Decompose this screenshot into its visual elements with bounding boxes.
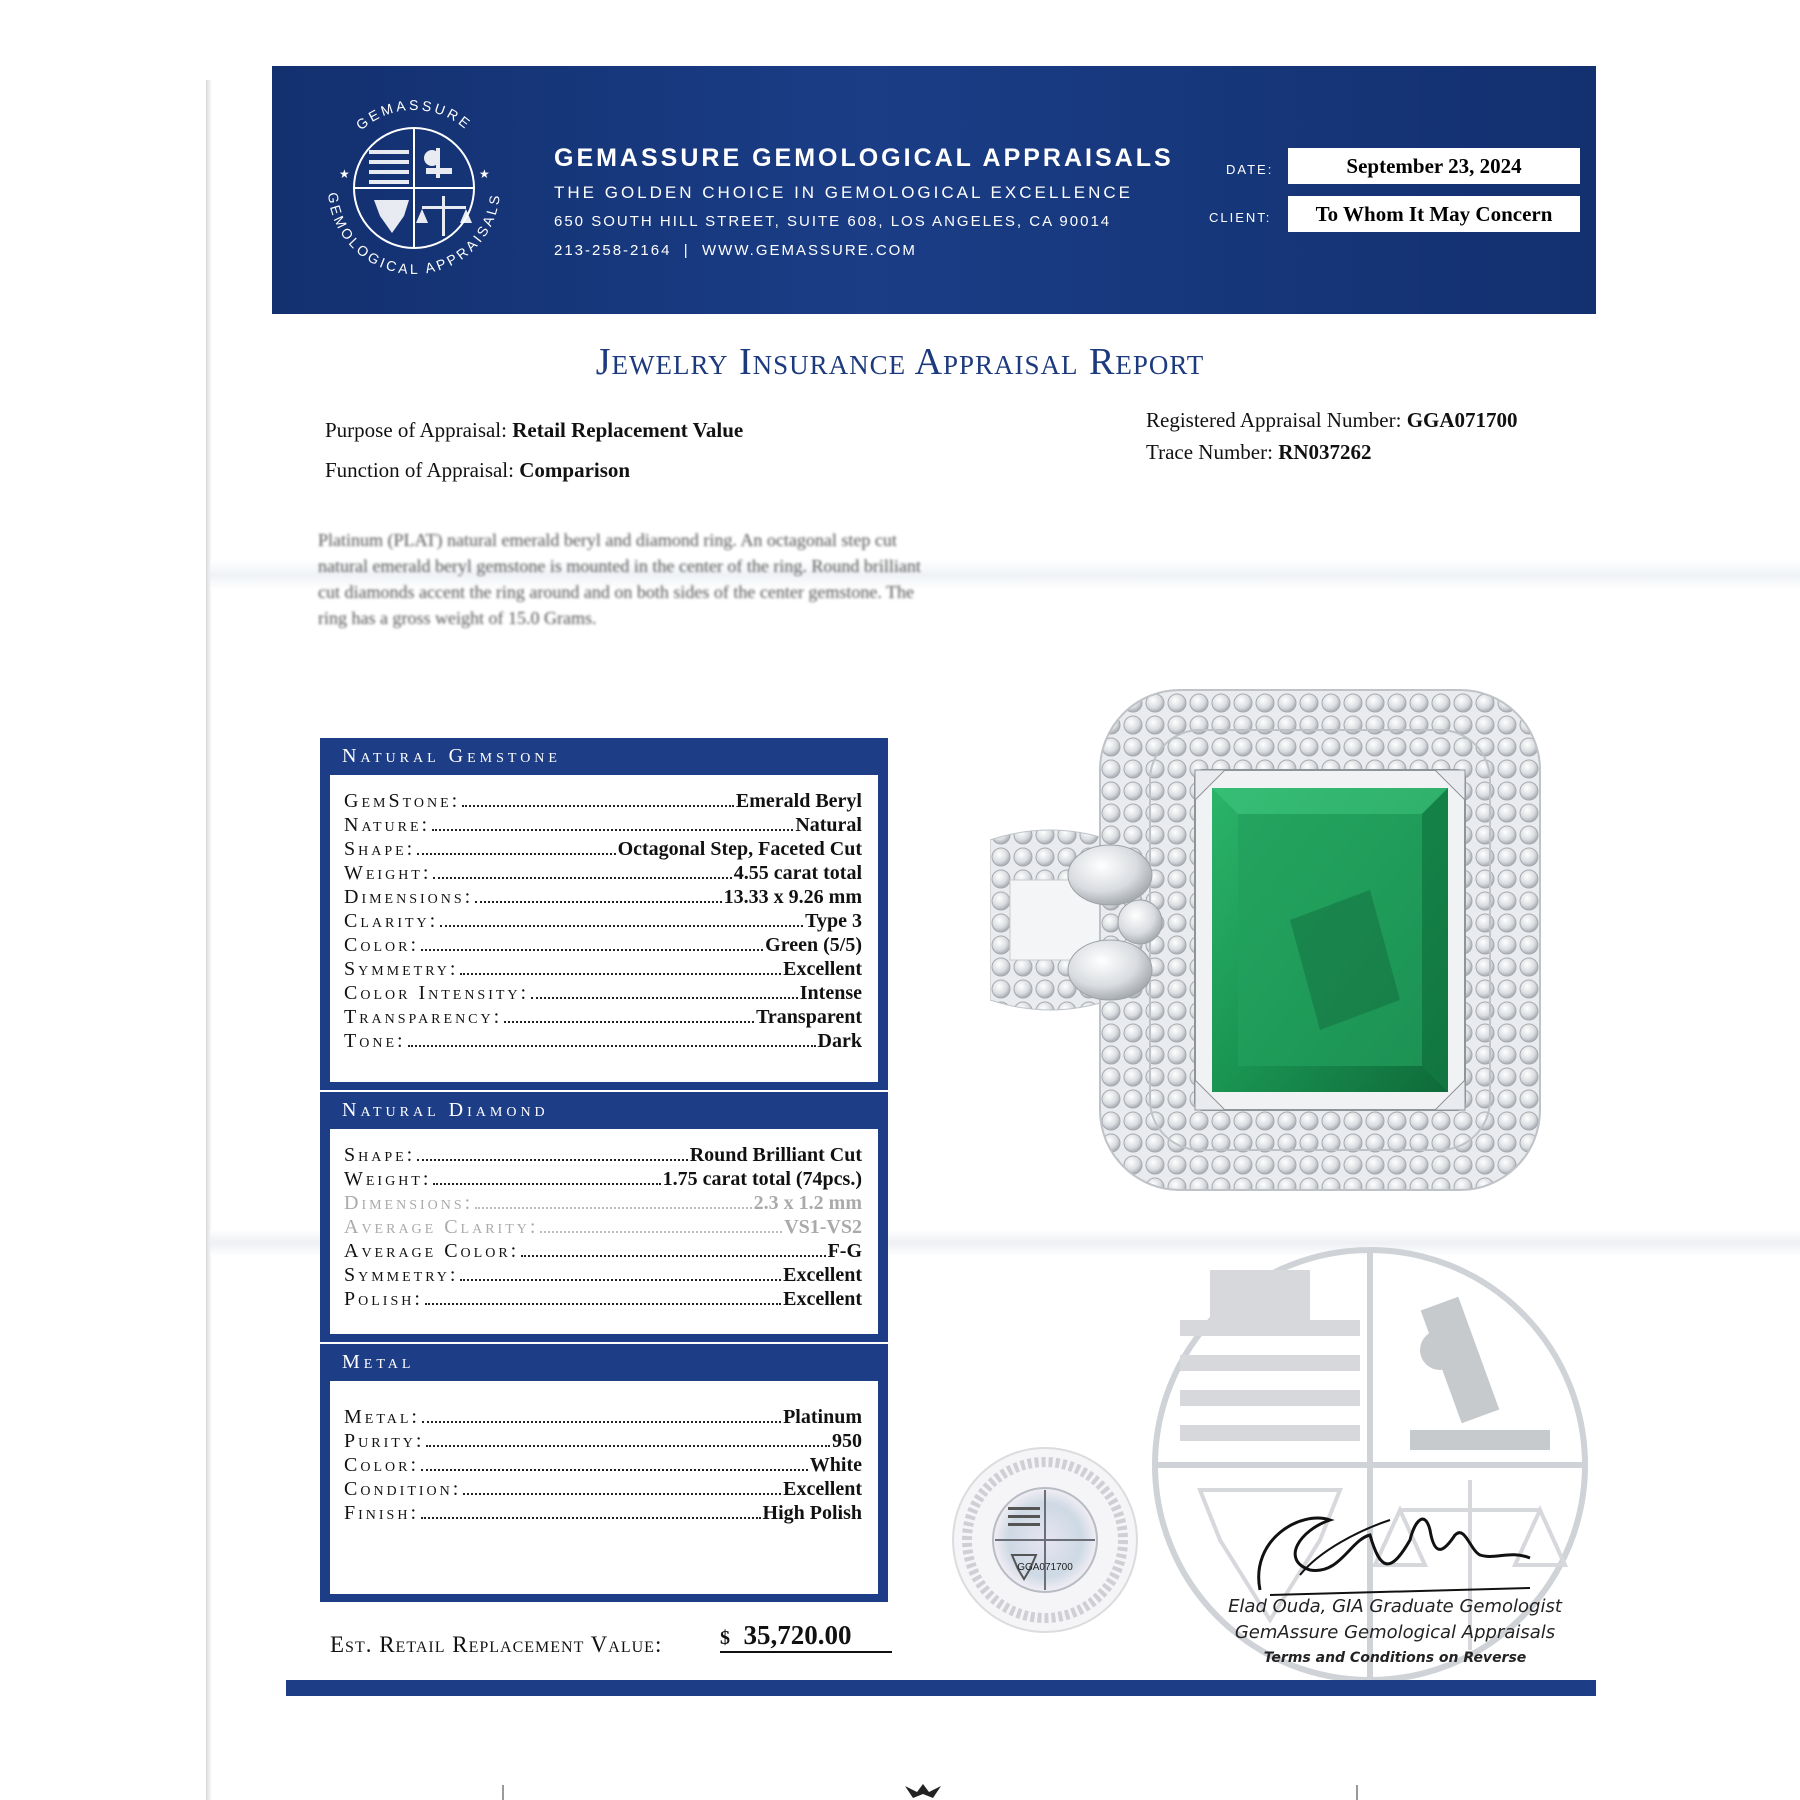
- spec-value: Transparent: [756, 1006, 862, 1028]
- ring-photo: [990, 670, 1550, 1210]
- registered-label: Registered Appraisal Number:: [1146, 408, 1402, 432]
- registered-value: GGA071700: [1406, 408, 1518, 432]
- spec-label: Weight:: [344, 1168, 432, 1190]
- eagle-emblem-icon: [905, 1782, 941, 1800]
- dot-leader: [432, 829, 793, 831]
- client-value: To Whom It May Concern: [1288, 196, 1580, 232]
- spec-value: Dark: [817, 1030, 862, 1052]
- spec-label: Metal:: [344, 1406, 420, 1428]
- svg-text:★: ★: [479, 167, 490, 181]
- report-title: Jewelry Insurance Appraisal Report: [595, 341, 1205, 383]
- spec-row: [344, 1005, 862, 1029]
- dot-leader: [531, 997, 798, 999]
- appraiser-name: Elad Ouda, GIA Graduate Gemologist: [1228, 1596, 1562, 1617]
- dot-leader: [463, 1493, 781, 1495]
- gemstone-panel-title: Natural Gemstone: [342, 745, 561, 767]
- spec-row: [344, 1287, 862, 1311]
- diamond-panel-body: [330, 1129, 878, 1334]
- dot-leader: [417, 1159, 687, 1161]
- spec-label: Nature:: [344, 814, 431, 836]
- dot-leader: [417, 853, 615, 855]
- spec-row: [344, 1429, 862, 1453]
- spec-row: [344, 813, 862, 837]
- spec-row: [344, 885, 862, 909]
- company-tagline: THE GOLDEN CHOICE IN GEMOLOGICAL EXCELLENCE: [554, 183, 1133, 202]
- spec-row: [344, 837, 862, 861]
- seal-text-top: GEMASSURE: [352, 96, 476, 133]
- spec-label: Color:: [344, 1454, 420, 1476]
- spec-label: Symmetry:: [344, 1264, 459, 1286]
- spec-row: [344, 909, 862, 933]
- spec-label: Color Intensity:: [344, 982, 530, 1004]
- spec-label: Finish:: [344, 1502, 420, 1524]
- spec-value: 950: [832, 1430, 862, 1452]
- hologram-number: GGA071700: [1017, 1562, 1073, 1573]
- function-line: [325, 458, 630, 483]
- trace-label: Trace Number:: [1146, 440, 1273, 464]
- company-name: GEMASSURE GEMOLOGICAL APPRAISALS: [554, 144, 1174, 172]
- seal-text-bottom: GEMOLOGICAL APPRAISALS: [324, 191, 504, 278]
- dot-leader: [462, 805, 734, 807]
- trace-line: [1146, 440, 1372, 465]
- company-contact: [554, 242, 1174, 259]
- spec-row: [344, 933, 862, 957]
- company-block: [554, 144, 1174, 259]
- estimate-label: Est. Retail Replacement Value:: [330, 1632, 663, 1657]
- spec-value: Natural: [795, 814, 862, 836]
- page-edge-mark: [1356, 1785, 1358, 1800]
- dot-leader: [540, 1231, 782, 1233]
- spec-label: Shape:: [344, 1144, 416, 1166]
- spec-label: Purity:: [344, 1430, 425, 1452]
- spec-value: Excellent: [783, 1264, 862, 1286]
- spec-row: [344, 1477, 862, 1501]
- spec-label: GemStone:: [344, 790, 461, 812]
- spec-value: 2.3 x 1.2 mm: [753, 1192, 862, 1214]
- metal-panel: [320, 1344, 888, 1602]
- page-edge-mark: [502, 1785, 504, 1800]
- spec-value: Emerald Beryl: [735, 790, 862, 812]
- spec-label: Dimensions:: [344, 1192, 474, 1214]
- dot-leader: [440, 925, 803, 927]
- spec-row: [344, 1405, 862, 1429]
- dot-leader: [421, 1469, 808, 1471]
- spec-label: Weight:: [344, 862, 432, 884]
- diamond-panel-title: Natural Diamond: [342, 1099, 549, 1121]
- gemstone-panel-body: [330, 775, 878, 1082]
- spec-row: [344, 1453, 862, 1477]
- spec-value: F-G: [827, 1240, 862, 1262]
- company-phone: 213-258-2164: [554, 242, 672, 259]
- appraiser-company: GemAssure Gemological Appraisals: [1234, 1622, 1556, 1643]
- spec-value: Octagonal Step, Faceted Cut: [617, 838, 862, 860]
- spec-row: [344, 1143, 862, 1167]
- spec-row: [344, 1501, 862, 1525]
- dot-leader: [521, 1255, 825, 1257]
- footer-bar: [286, 1680, 1596, 1696]
- spec-value: 4.55 carat total: [733, 862, 862, 884]
- header-banner: [272, 66, 1596, 314]
- spec-label: Color:: [344, 934, 420, 956]
- dot-leader: [460, 973, 781, 975]
- spec-label: Polish:: [344, 1288, 423, 1310]
- spec-value: Excellent: [783, 1478, 862, 1500]
- dot-leader: [475, 1207, 751, 1209]
- spec-label: Shape:: [344, 838, 416, 860]
- spec-value: Platinum: [783, 1406, 862, 1428]
- gemassure-seal-logo: [314, 88, 514, 288]
- client-label: CLIENT:: [1209, 210, 1272, 225]
- spec-row: [344, 861, 862, 885]
- company-address: 650 SOUTH HILL STREET, SUITE 608, LOS ANGELES, CA 90014: [554, 213, 1112, 230]
- spec-label: Clarity:: [344, 910, 439, 932]
- item-description: Platinum (PLAT) natural emerald beryl and diamond ring. An octagonal step cut natural emerald beryl gemstone is mounted in the center of the ring. Round brilliant cut diamonds accent the ring around and on both sides of the center gemstone. The ring has a gross weight of 15.0 Grams.: [318, 530, 921, 628]
- spec-row: [344, 1239, 862, 1263]
- date-label: DATE:: [1226, 162, 1274, 177]
- spec-row: [344, 1263, 862, 1287]
- spec-label: Average Clarity:: [344, 1216, 539, 1238]
- spec-label: Symmetry:: [344, 958, 459, 980]
- company-website: WWW.GEMASSURE.COM: [702, 242, 917, 259]
- spec-label: Average Color:: [344, 1240, 520, 1262]
- spec-row: [344, 981, 862, 1005]
- spec-value: High Polish: [762, 1502, 862, 1524]
- spec-value: VS1-VS2: [784, 1216, 862, 1238]
- terms-note: Terms and Conditions on Reverse: [1263, 1650, 1527, 1666]
- dot-leader: [421, 949, 763, 951]
- dot-leader: [433, 877, 731, 879]
- contact-separator: |: [683, 242, 690, 259]
- appraiser-signature: [1240, 1480, 1540, 1610]
- spec-label: Dimensions:: [344, 886, 474, 908]
- page-edge-shadow: [206, 80, 212, 1800]
- function-label: Function of Appraisal:: [325, 458, 514, 482]
- dot-leader: [475, 901, 721, 903]
- estimate-amount: 35,720.00: [743, 1620, 852, 1650]
- dot-leader: [408, 1045, 816, 1047]
- spec-row: [344, 789, 862, 813]
- purpose-label: Purpose of Appraisal:: [325, 418, 507, 442]
- date-value: September 23, 2024: [1288, 148, 1580, 184]
- svg-text:★: ★: [339, 167, 350, 181]
- hologram-sticker: [950, 1445, 1140, 1635]
- spec-value: Excellent: [783, 958, 862, 980]
- dot-leader: [422, 1421, 781, 1423]
- dot-leader: [421, 1517, 761, 1519]
- diamond-panel: [320, 1092, 888, 1342]
- spec-value: Intense: [799, 982, 862, 1004]
- function-value: Comparison: [519, 458, 631, 482]
- dot-leader: [426, 1445, 830, 1447]
- spec-row: [344, 957, 862, 981]
- purpose-value: Retail Replacement Value: [512, 418, 744, 442]
- spec-label: Transparency:: [344, 1006, 503, 1028]
- spec-value: 13.33 x 9.26 mm: [723, 886, 862, 908]
- spec-label: Condition:: [344, 1478, 462, 1500]
- spec-value: White: [809, 1454, 862, 1476]
- currency-symbol: $: [720, 1627, 730, 1649]
- spec-value: Type 3: [805, 910, 862, 932]
- spec-value: Excellent: [783, 1288, 862, 1310]
- spec-row: [344, 1029, 862, 1053]
- spec-value: Green (5/5): [765, 934, 862, 956]
- dot-leader: [504, 1021, 754, 1023]
- dot-leader: [460, 1279, 781, 1281]
- spec-label: Tone:: [344, 1030, 406, 1052]
- metal-panel-body: [330, 1381, 878, 1594]
- spec-row: [344, 1215, 862, 1239]
- registered-line: [1146, 408, 1518, 433]
- dot-leader: [433, 1183, 660, 1185]
- spec-row: [344, 1167, 862, 1191]
- spec-value: Round Brilliant Cut: [689, 1144, 862, 1166]
- dot-leader: [425, 1303, 781, 1305]
- metal-panel-title: Metal: [342, 1351, 415, 1373]
- purpose-line: [325, 418, 743, 443]
- gemstone-panel: [320, 738, 888, 1090]
- trace-value: RN037262: [1278, 440, 1372, 464]
- estimate-value: [720, 1620, 892, 1653]
- spec-row: [344, 1191, 862, 1215]
- spec-value: 1.75 carat total (74pcs.): [662, 1168, 862, 1190]
